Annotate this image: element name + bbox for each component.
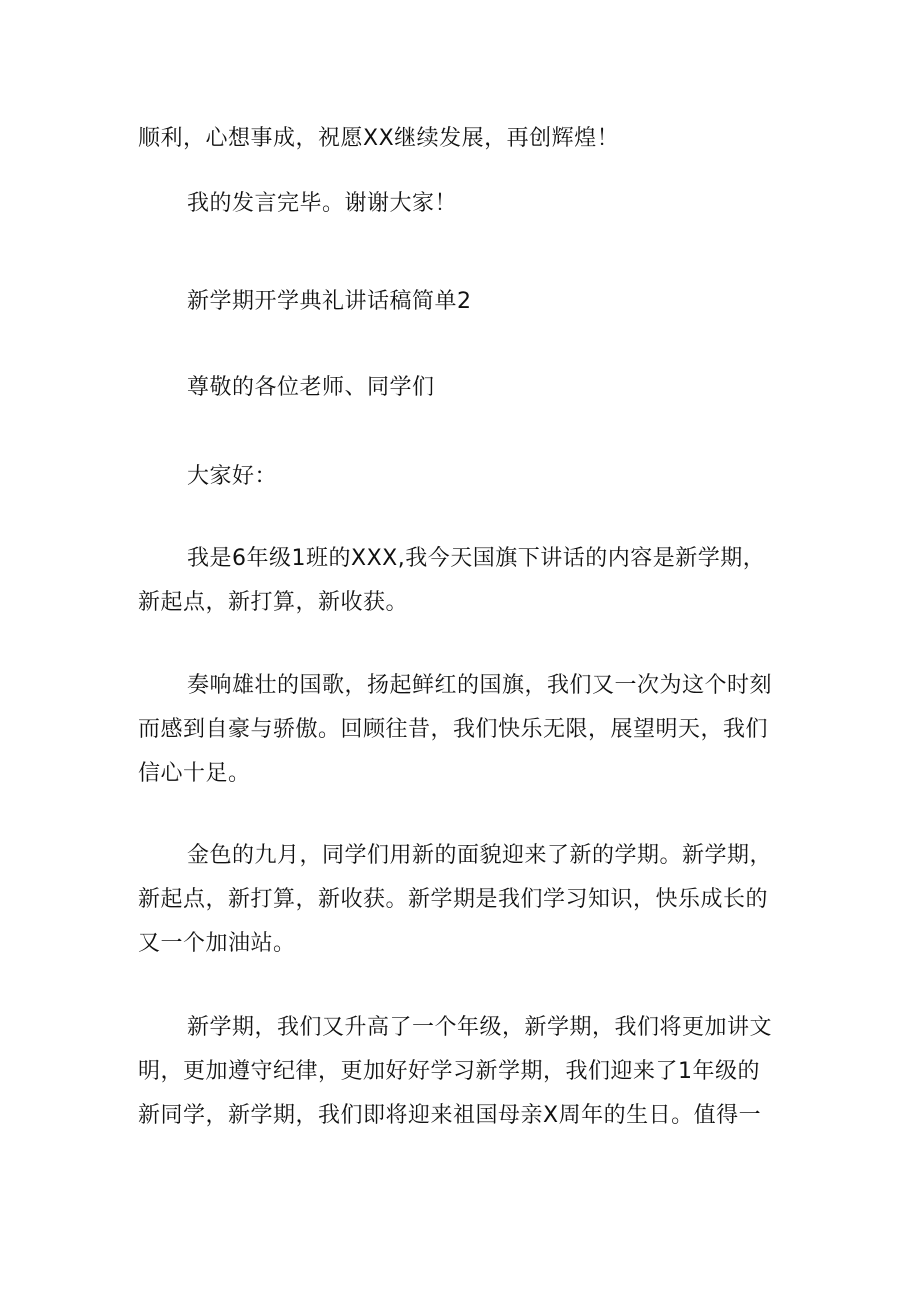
text-line: 明，更加遵守纪律，更加好好学习新学期，我们迎来了1年级的 xyxy=(138,1059,760,1084)
text-line: 新学期，我们又升高了一个年级，新学期，我们将更加讲文 xyxy=(187,1015,773,1040)
text-line: 大家好： xyxy=(187,464,278,489)
paragraph-new-semester xyxy=(138,1006,798,1138)
text-line: 新起点，新打算，新收获。新学期是我们学习知识，快乐成长的 xyxy=(138,887,769,912)
text-line: 金色的九月，同学们用新的面貌迎来了新的学期。新学期， xyxy=(187,843,773,868)
text-line: 而感到自豪与骄傲。回顾往昔，我们快乐无限，展望明天，我们 xyxy=(138,717,769,742)
text-line: 信心十足。 xyxy=(138,761,251,786)
text-line: 新学期开学典礼讲话稿简单2 xyxy=(187,289,472,314)
paragraph-september xyxy=(138,834,798,966)
text-line: 又一个加油站。 xyxy=(138,931,296,956)
text-line: 我是6年级1班的XXX,我今天国旗下讲话的内容是新学期， xyxy=(187,546,766,571)
paragraph-anthem xyxy=(138,664,798,796)
text-line: 新起点，新打算，新收获。 xyxy=(138,590,409,615)
paragraph-closing-wishes xyxy=(138,117,798,161)
text-line: 新同学，新学期，我们即将迎来祖国母亲X周年的生日。值得一 xyxy=(138,1103,762,1128)
section-heading xyxy=(187,280,807,324)
paragraph-introduction xyxy=(138,537,798,625)
paragraph-speech-end xyxy=(187,182,807,226)
paragraph-greeting xyxy=(187,455,807,499)
text-line: 我的发言完毕。谢谢大家！ xyxy=(187,191,458,216)
text-line: 尊敬的各位老师、同学们 xyxy=(187,375,435,400)
paragraph-salutation xyxy=(187,366,807,410)
text-line: 顺利，心想事成，祝愿XX继续发展，再创辉煌！ xyxy=(138,126,620,151)
text-line: 奏响雄壮的国歌，扬起鲜红的国旗，我们又一次为这个时刻 xyxy=(187,673,773,698)
